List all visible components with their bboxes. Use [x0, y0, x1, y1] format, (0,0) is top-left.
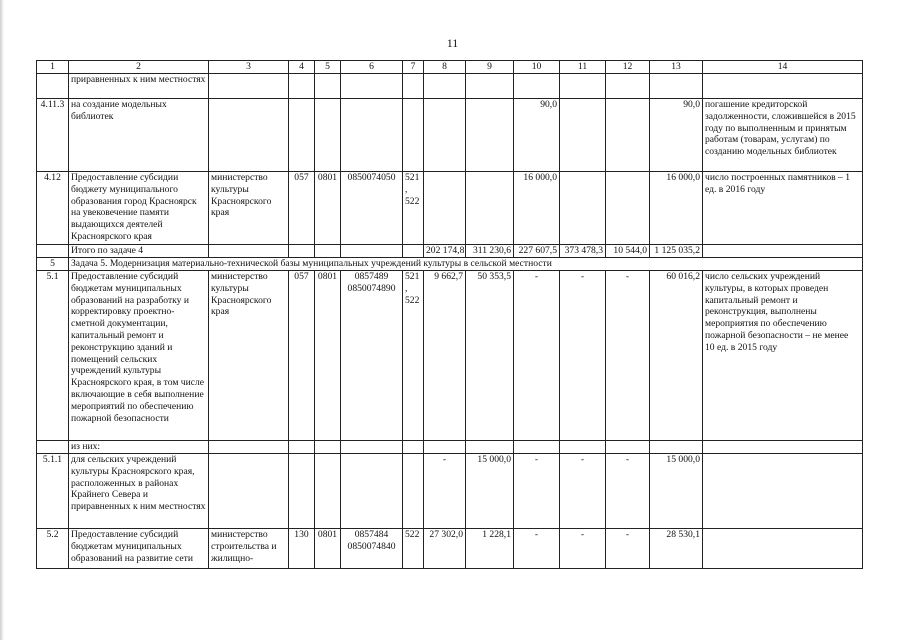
table-row	[37, 172, 863, 245]
cell-c7	[403, 441, 424, 454]
header-cell: 11	[560, 61, 606, 74]
row-org: министерство культуры Красноярского края	[209, 172, 289, 245]
cell-c13: 1 125 035,2	[650, 245, 703, 258]
cell-c5	[315, 99, 341, 172]
cell-c9: 1 228,1	[466, 529, 514, 569]
cell-c12: -	[606, 529, 650, 569]
row-name: Итого по задаче 4	[69, 245, 209, 258]
row-number	[37, 441, 69, 454]
cell-c6	[341, 74, 403, 99]
cell-c8: 27 302,0	[424, 529, 466, 569]
cell-c4: 057	[289, 271, 315, 441]
row-name: из них:	[69, 441, 209, 454]
cell-c12	[606, 99, 650, 172]
row-result	[703, 454, 863, 529]
cell-c9	[466, 441, 514, 454]
cell-c7: 521, 522	[403, 271, 424, 441]
row-org	[209, 245, 289, 258]
row-number	[37, 245, 69, 258]
cell-c12	[606, 172, 650, 245]
header-cell: 2	[69, 61, 209, 74]
row-name: Предоставление субсидий бюджетам муниципальных образований на развитие сети	[69, 529, 209, 569]
cell-c12: -	[606, 454, 650, 529]
cell-c13	[650, 74, 703, 99]
cell-c9	[466, 99, 514, 172]
row-result	[703, 245, 863, 258]
cell-c7: 521, 522	[403, 172, 424, 245]
cell-c8: 9 662,7	[424, 271, 466, 441]
header-cell: 3	[209, 61, 289, 74]
cell-c6: 0857484 0850074840	[341, 529, 403, 569]
cell-c4	[289, 74, 315, 99]
cell-c11	[560, 172, 606, 245]
row-number: 5.2	[37, 529, 69, 569]
cell-c5: 0801	[315, 172, 341, 245]
header-cell: 8	[424, 61, 466, 74]
cell-c7	[403, 74, 424, 99]
cell-c11: -	[560, 454, 606, 529]
cell-c7	[403, 245, 424, 258]
row-result	[703, 441, 863, 454]
cell-c13: 90,0	[650, 99, 703, 172]
cell-c9: 50 353,5	[466, 271, 514, 441]
cell-c11: 373 478,3	[560, 245, 606, 258]
cell-c8	[424, 441, 466, 454]
cell-c7: 522	[403, 529, 424, 569]
cell-c8	[424, 99, 466, 172]
cell-c10: -	[514, 271, 560, 441]
cell-c5: 0801	[315, 271, 341, 441]
table-row	[37, 454, 863, 529]
row-name: на создание модельных библиотек	[69, 99, 209, 172]
row-result: число построенных памятников – 1 ед. в 2016 году	[703, 172, 863, 245]
cell-c11	[560, 74, 606, 99]
row-number: 5.1.1	[37, 454, 69, 529]
cell-c11: -	[560, 529, 606, 569]
row-number: 4.11.3	[37, 99, 69, 172]
cell-c12	[606, 74, 650, 99]
cell-c4	[289, 99, 315, 172]
table-row	[37, 441, 863, 454]
cell-c4: 130	[289, 529, 315, 569]
header-cell: 1	[37, 61, 69, 74]
row-number: 4.12	[37, 172, 69, 245]
cell-c10: -	[514, 454, 560, 529]
cell-c8	[424, 172, 466, 245]
row-name: Предоставление субсидий бюджетам муниципальных образований на разработку и корректировку проектно-сметной документации, капитальный ремонт и реконструкцию зданий и помещений сельских учреждений культуры Красноярского края, в том числе включающие в себя выполнение мероприятий по обеспечению пожарной безопасности	[69, 271, 209, 441]
cell-c6	[341, 245, 403, 258]
cell-c12: 10 544,0	[606, 245, 650, 258]
table-row	[37, 271, 863, 441]
cell-c12: -	[606, 271, 650, 441]
table-row	[37, 529, 863, 569]
cell-c11: -	[560, 271, 606, 441]
row-org	[209, 99, 289, 172]
cell-c8	[424, 74, 466, 99]
header-cell: 7	[403, 61, 424, 74]
cell-c9	[466, 74, 514, 99]
cell-c6	[341, 99, 403, 172]
row-org: министерство культуры Красноярского края	[209, 271, 289, 441]
cell-c4	[289, 245, 315, 258]
cell-c10	[514, 74, 560, 99]
page-number: 11	[446, 36, 459, 50]
row-org: министерство строительства и жилищно-	[209, 529, 289, 569]
cell-c6	[341, 441, 403, 454]
row-name: Предоставление субсидии бюджету муниципального образования город Красноярск на увековечение памяти выдающихся деятелей Красноярского края	[69, 172, 209, 245]
header-cell: 10	[514, 61, 560, 74]
row-org	[209, 454, 289, 529]
cell-c13: 16 000,0	[650, 172, 703, 245]
row-name: для сельских учреждений культуры Красноярского края, расположенных в районах Крайнего Севера и приравненных к ним местностях	[69, 454, 209, 529]
row-result: число сельских учреждений культуры, в которых проведен капитальный ремонт и реконструкция, выполнены мероприятия по обеспечению пожарной безопасности – не менее 10 ед. в 2015 году	[703, 271, 863, 441]
row-result: погашение кредиторской задолженности, сложившейся в 2015 году по выполненным и принятым работам (товарам, услугам) по созданию модельных библиотек	[703, 99, 863, 172]
row-result	[703, 74, 863, 99]
table-row	[37, 99, 863, 172]
cell-c7	[403, 99, 424, 172]
cell-c13: 15 000,0	[650, 454, 703, 529]
cell-c6: 0857489 0850074890	[341, 271, 403, 441]
task-row	[37, 258, 863, 271]
cell-c5	[315, 74, 341, 99]
task-title: Задача 5. Модернизация материально-технической базы муниципальных учреждений культуры в сельской местности	[69, 258, 863, 271]
row-org	[209, 74, 289, 99]
row-name: приравненных к ним местностях	[69, 74, 209, 99]
header-row	[37, 61, 863, 74]
cell-c5: 0801	[315, 529, 341, 569]
table-row	[37, 74, 863, 99]
cell-c8: -	[424, 454, 466, 529]
cell-c10: 16 000,0	[514, 172, 560, 245]
cell-c10: -	[514, 529, 560, 569]
header-cell: 4	[289, 61, 315, 74]
budget-table	[36, 60, 863, 569]
row-number	[37, 74, 69, 99]
cell-c12	[606, 441, 650, 454]
cell-c10: 227 607,5	[514, 245, 560, 258]
cell-c5	[315, 441, 341, 454]
totals-row	[37, 245, 863, 258]
cell-c13: 60 016,2	[650, 271, 703, 441]
cell-c11	[560, 99, 606, 172]
header-cell: 14	[703, 61, 863, 74]
cell-c9	[466, 172, 514, 245]
cell-c8: 202 174,8	[424, 245, 466, 258]
row-result	[703, 529, 863, 569]
cell-c5	[315, 454, 341, 529]
header-cell: 6	[341, 61, 403, 74]
row-number: 5.1	[37, 271, 69, 441]
cell-c10	[514, 441, 560, 454]
cell-c9: 15 000,0	[466, 454, 514, 529]
cell-c13: 28 530,1	[650, 529, 703, 569]
cell-c6	[341, 454, 403, 529]
cell-c13	[650, 441, 703, 454]
header-cell: 12	[606, 61, 650, 74]
header-cell: 9	[466, 61, 514, 74]
header-cell: 5	[315, 61, 341, 74]
task-number: 5	[37, 258, 69, 271]
scan-edge	[0, 0, 4, 640]
cell-c5	[315, 245, 341, 258]
cell-c7	[403, 454, 424, 529]
cell-c4: 057	[289, 172, 315, 245]
row-org	[209, 441, 289, 454]
cell-c10: 90,0	[514, 99, 560, 172]
cell-c4	[289, 454, 315, 529]
cell-c4	[289, 441, 315, 454]
cell-c9: 311 230,6	[466, 245, 514, 258]
header-cell: 13	[650, 61, 703, 74]
cell-c11	[560, 441, 606, 454]
cell-c6: 0850074050	[341, 172, 403, 245]
